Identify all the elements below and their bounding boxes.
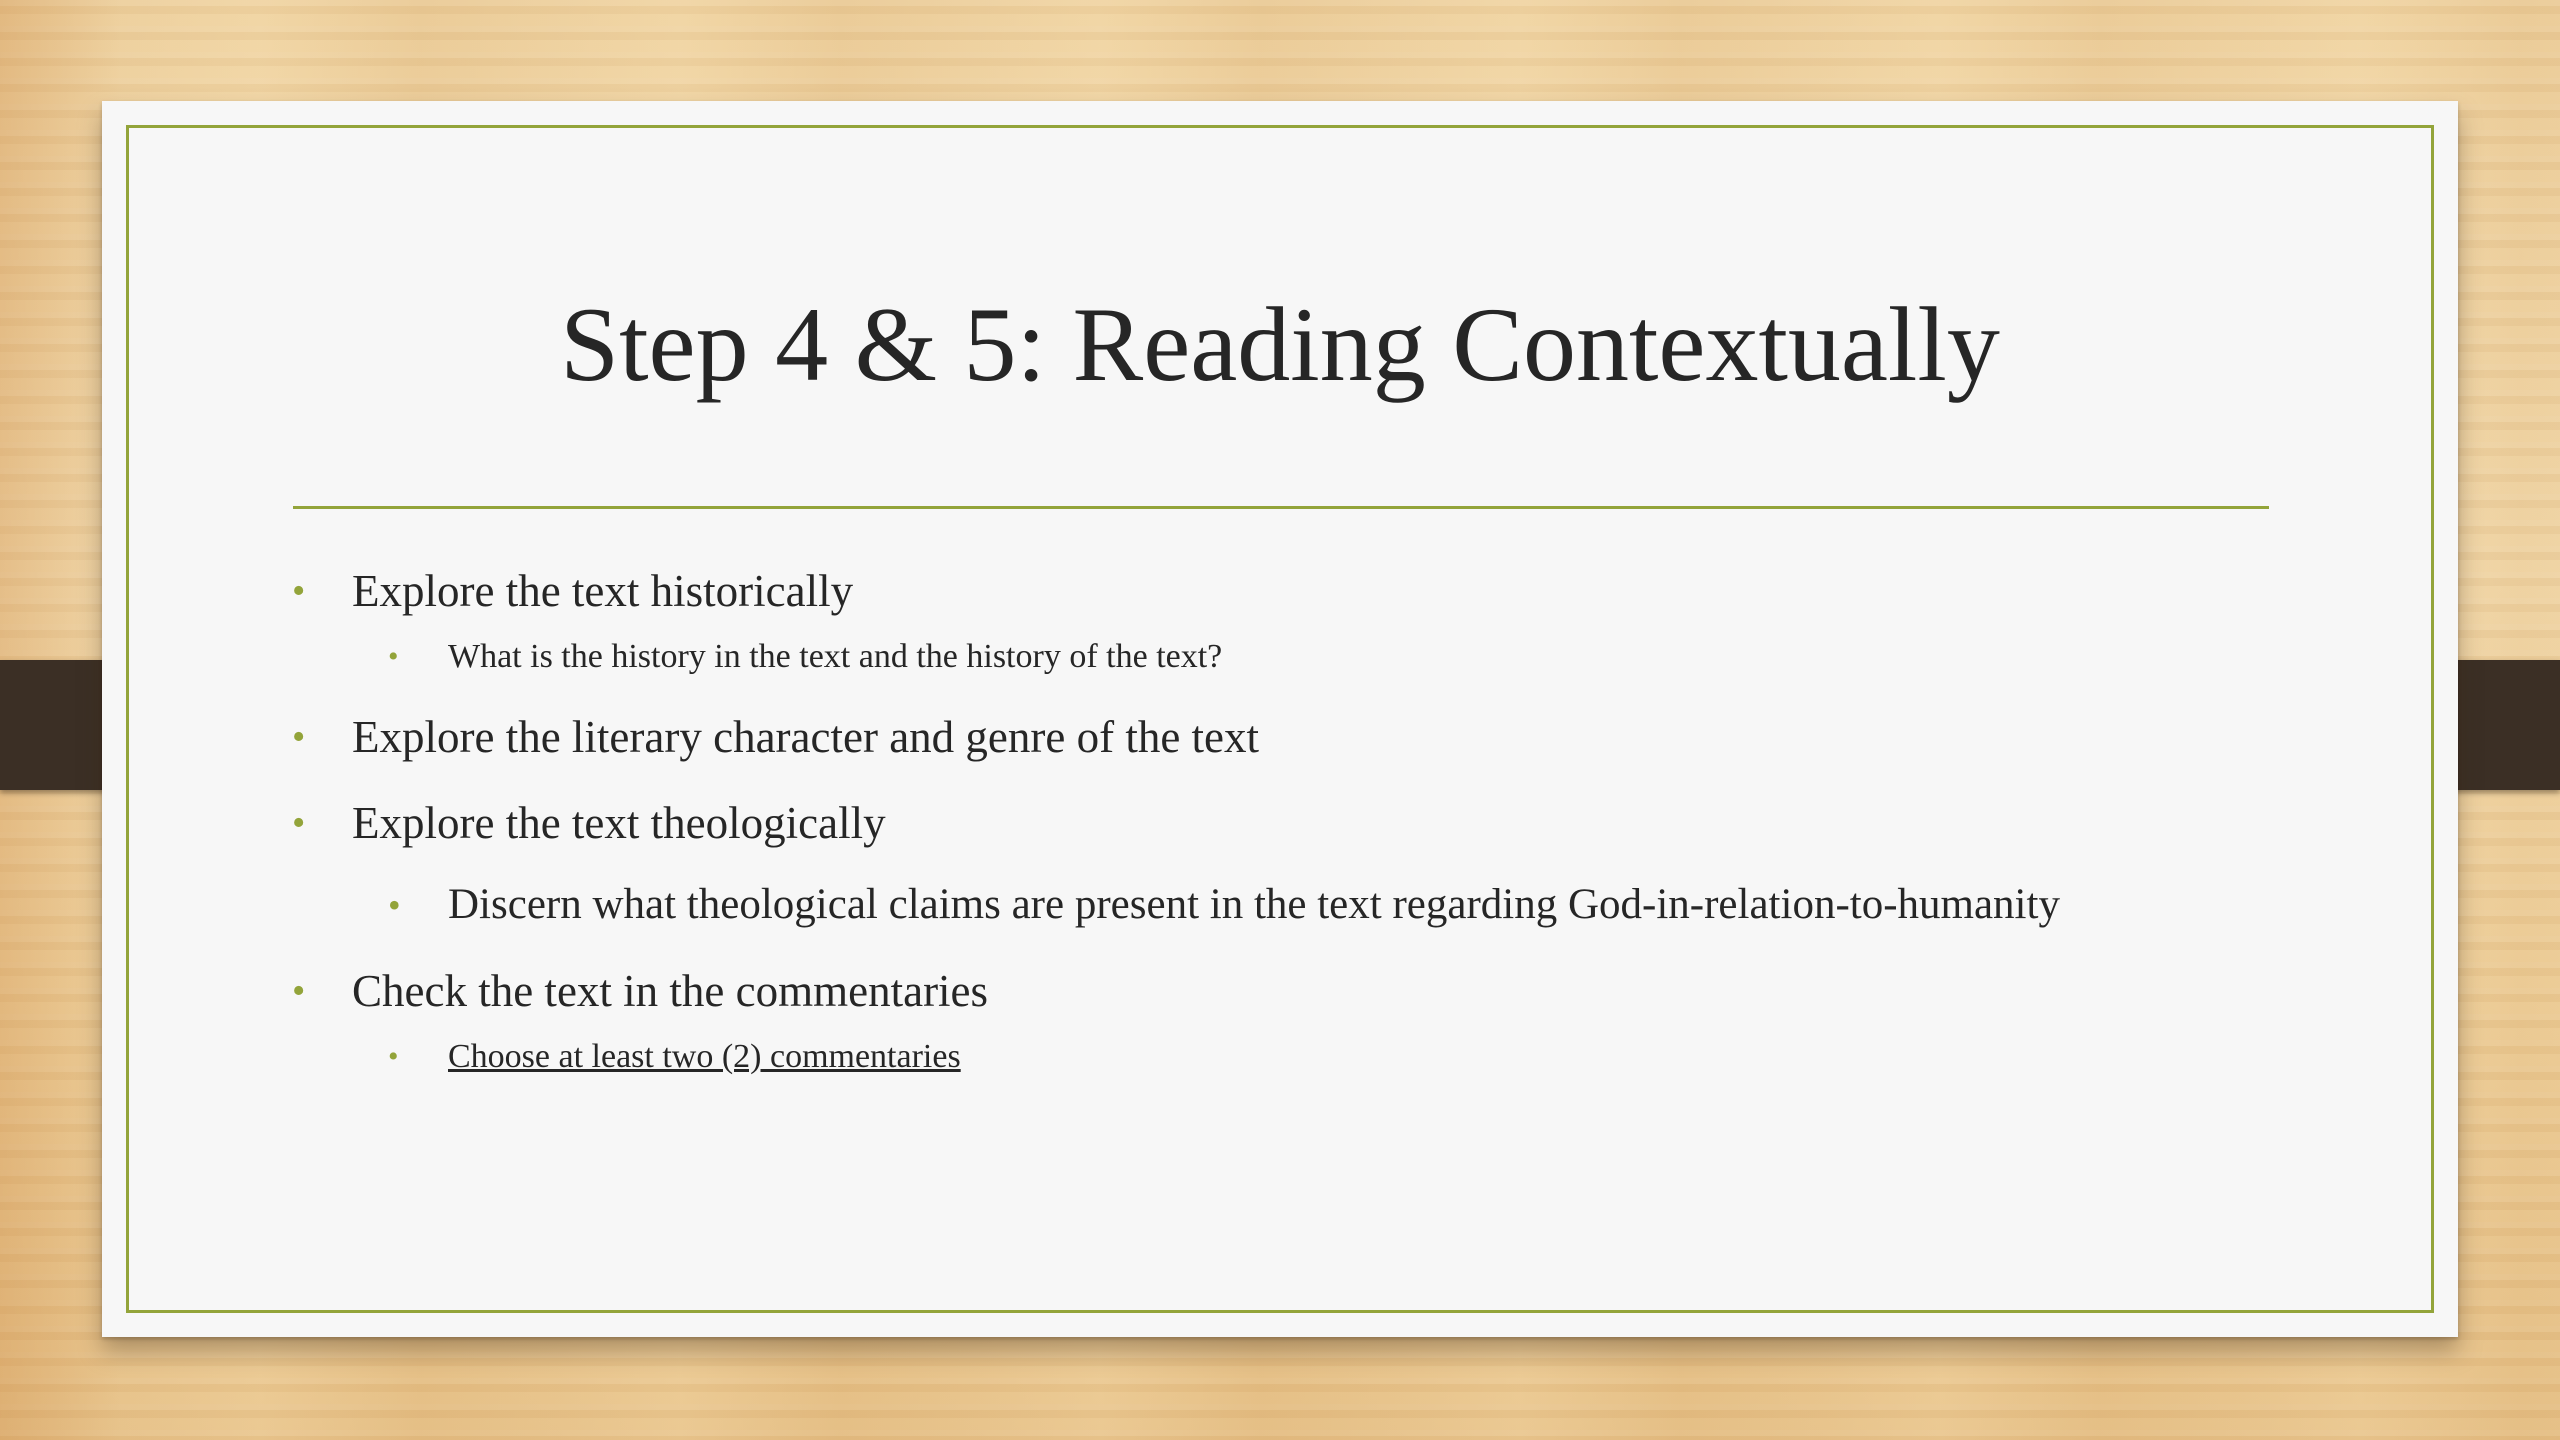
bullet-icon: • — [292, 802, 306, 844]
slide — [102, 101, 2458, 1337]
bullet-icon: • — [292, 716, 306, 758]
bullet-text: Explore the text theologically — [352, 798, 886, 848]
bullet-icon: • — [292, 970, 306, 1012]
bullet-text: What is the history in the text and the history of the text? — [448, 638, 1223, 675]
bullet-text: Discern what theological claims are present in the text regarding God-in-relation-to-humanity — [448, 881, 2060, 928]
bullet-item-explore-theologically — [292, 787, 2358, 859]
bullet-item-literary-character — [292, 701, 2358, 773]
bullet-icon: • — [292, 570, 306, 612]
title-divider — [293, 506, 2269, 509]
slide-title: Step 4 & 5: Reading Contextually — [560, 286, 2000, 403]
bullet-text: Explore the text historically — [352, 566, 854, 616]
choose-commentaries-link[interactable]: Choose at least two (2) commentaries — [448, 1038, 961, 1075]
bullet-item-check-commentaries — [292, 955, 2358, 1027]
bullet-text: Check the text in the commentaries — [352, 966, 989, 1016]
bullet-list — [292, 541, 2358, 1087]
bullet-icon: • — [388, 1040, 399, 1073]
bullet-icon: • — [388, 640, 399, 673]
sub-bullet-item-choose-commentaries — [292, 1027, 2358, 1087]
bullet-icon: • — [388, 885, 401, 925]
bullet-text: Explore the literary character and genre of the text — [352, 712, 1260, 762]
bullet-item-explore-historically — [292, 555, 2358, 627]
sub-bullet-item-theological-claims — [292, 869, 2358, 941]
sub-bullet-item-history-question — [292, 627, 2358, 687]
